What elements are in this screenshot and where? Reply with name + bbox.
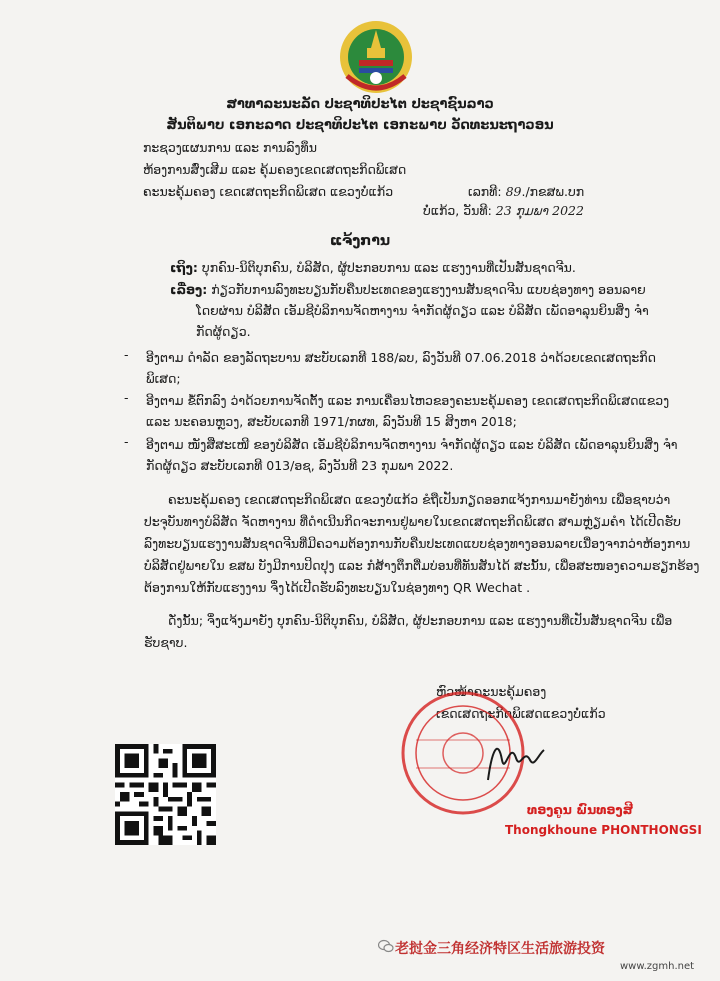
reference-bullet: - [124,390,129,405]
signatory-position-2: ເຂດເສດຖະກິດພິເສດແຂວງບໍ່ແກ້ວ [436,706,606,721]
body-line-2: ປະຈຸບັນທາງບໍລິສັດ ຈັດຫາງານ ທີ່ດຳເນີນກິດຈະການຢູ່ພາຍໃນເຂດເສດຖະກິດພິເສດ ສາມຫຼ່ຽມຄຳ ໄດ້ເປີດຮັບ [144,514,681,529]
reference-2-line1: ອີງຕາມ ຂໍ້ຕົກລົງ ວ່າດ້ວຍການຈັດຕັ້ງ ແລະ ການເຄື່ອນໄຫວຂອງຄະນະຄຸ້ມຄອງ ເຂດເສດຖະກິດພິເສດແຂວງ [146,393,670,408]
subject-label: ເລື່ອງ: [170,282,208,297]
issue-date-label: ບໍ່ແກ້ວ, ວັນທີ: [423,203,492,218]
signatory-name-lao: ທອງຄູນ ພົນທອງສີ [527,802,633,817]
lao-national-emblem [337,18,415,96]
reference-bullet: - [124,347,129,362]
wechat-qr-code [115,744,216,845]
body-line-4: ບໍລິສັດຢູ່ພາຍໃນ ຂສພ ບັງມີການປິດປຸງ ແລະ ກໍສ້າງຕຶກຕື່ມບ່ອນທີ່ທັນສັນໄດ້ ສະນັ້ນ, ເພື່ອສະໜອງຄວາມຮຽກຮ້ອງ [144,558,700,573]
reference-3-line2: ກັດຜູ້ດຽວ ສະບັບເລກທີ 013/ອຊ, ລົງວັນທີ 23 ກຸມພາ 2022. [146,458,454,473]
watermark-site: www.zgmh.net [620,961,695,972]
country-name: ສາທາລະນະລັດ ປະຊາທິປະໄຕ ປະຊາຊົນລາວ [226,97,494,112]
issue-date [423,203,584,218]
issue-date-value: 23 ກຸມພາ 2022 [495,203,584,218]
watermark-text: 老挝金三角经济特区生活旅游投资 [395,941,605,957]
reference-number-suffix: ./ກຂສພ.ບກ [521,184,585,199]
recipient-text: ບຸກຄົນ-ນິຕິບຸກຄົນ, ບໍລິສັດ, ຜູ້ປະກອບການ ແລະ ແຮງງານທີ່ເປັນສັນຊາດຈີນ. [201,260,576,275]
subject-text-1: ກ່ຽວກັບການລົງທະບຽນກັບຄືນປະເທດຂອງແຮງງານສັນຊາດຈີນ ແບບຊ່ອງທາງ ອອນລາຍ [211,282,646,297]
closing-line-1: ດັ່ງນັ້ນ; ຈຶ່ງແຈ້ງມາຍັງ ບຸກຄົນ-ນິຕິບຸກຄົນ, ບໍລິສັດ, ຜູ້ປະກອບການ ແລະ ແຮງງານທີ່ເປັນສັນຊາດຈີນ ເພື່ອ [168,613,673,628]
reference-number-value: 89 [505,184,522,199]
reference-2-line2: ແລະ ນະຄອນຫຼວງ, ສະບັບເລກທີ 1971/ກຜທ, ລົງວັນທີ 15 ສິງຫາ 2018; [146,414,517,429]
national-motto: ສັນຕິພາບ ເອກະລາດ ປະຊາທິປະໄຕ ເອກະພາບ ວັດທະນະຖາວອນ [166,118,554,133]
recipient-line [170,257,576,278]
department-name: ຫ້ອງການສົ່ງເສີມ ແລະ ຄຸ້ມຄອງເຂດເສດຖະກິດພິເສດ [143,162,407,177]
handwritten-signature [480,730,550,790]
reference-bullet: - [124,434,129,449]
closing-line-2: ຮັບຊາບ. [144,635,188,650]
body-line-1: ຄະນະຄຸ້ມຄອງ ເຂດເສດຖະກິດພິເສດ ແຂວງບໍ່ແກ້ວ ຂໍຖືເປັນກຽດອອກແຈ້ງການມາຍັງທ່ານ ເພື່ອຊາບວ່າ [168,492,671,507]
body-line-3: ລົງທະບຽນແຮງງານສັນຊາດຈີນທີ່ມີຄວາມຕ້ອງການກັບຄືນປະເທດແບບຊ່ອງທາງອອນລາຍເນື່ອງຈາກວ່າຫ້ອງການ [144,536,691,551]
recipient-label: ເຖິງ: [170,260,198,275]
committee-name: ຄະນະຄຸ້ມຄອງ ເຂດເສດຖະກິດພິເສດ ແຂວງບໍ່ແກ້ວ [143,184,394,199]
reference-number-label: ເລກທີ: [468,184,502,199]
reference-3-line1: ອີງຕາມ ໜັງສືສະເໜີ ຂອງບໍລິສັດ ເອັມຊີບໍລິການຈັດຫາງານ ຈຳກັດຜູ້ດຽວ ແລະ ບໍລິສັດ ເພັດອາລຸນຍິນສິ່ງ ຈຳ [146,437,678,452]
reference-number [468,184,584,199]
wechat-icon [378,938,394,954]
ministry-name: ກະຊວງແຜນການ ແລະ ການລົງທຶນ [143,140,317,155]
subject-text-3: ກັດຜູ້ດຽວ. [196,324,251,339]
subject-text-2: ໂດຍຜ່ານ ບໍລິສັດ ເອັມຊີບໍລິການຈັດຫາງານ ຈຳກັດຜູ້ດຽວ ແລະ ບໍລິສັດ ເພັດອາລຸນຍິນສິ່ງ ຈຳ [196,303,649,318]
reference-1-line1: ອີງຕາມ ດຳລັດ ຂອງລັດຖະບານ ສະບັບເລກທີ 188/ລບ, ລົງວັນທີ 07.06.2018 ວ່າດ້ວຍເຂດເສດຖະກິດ [146,350,656,365]
signatory-position-1: ຫົວໜ້າຄະນະຄຸ້ມຄອງ [436,684,547,699]
subject-line [170,279,646,300]
body-line-5: ຕ້ອງການໃຫ້ກັບແຮງງານ ຈຶ່ງໄດ້ເປີດຮັບລົງທະບຽນໃນຊ່ອງທາງ QR Wechat . [144,580,531,595]
signatory-name-latin: Thongkhoune PHONTHONGSI [505,823,702,837]
document-title: ແຈ້ງການ [329,233,391,249]
reference-1-line2: ພິເສດ; [146,371,181,386]
